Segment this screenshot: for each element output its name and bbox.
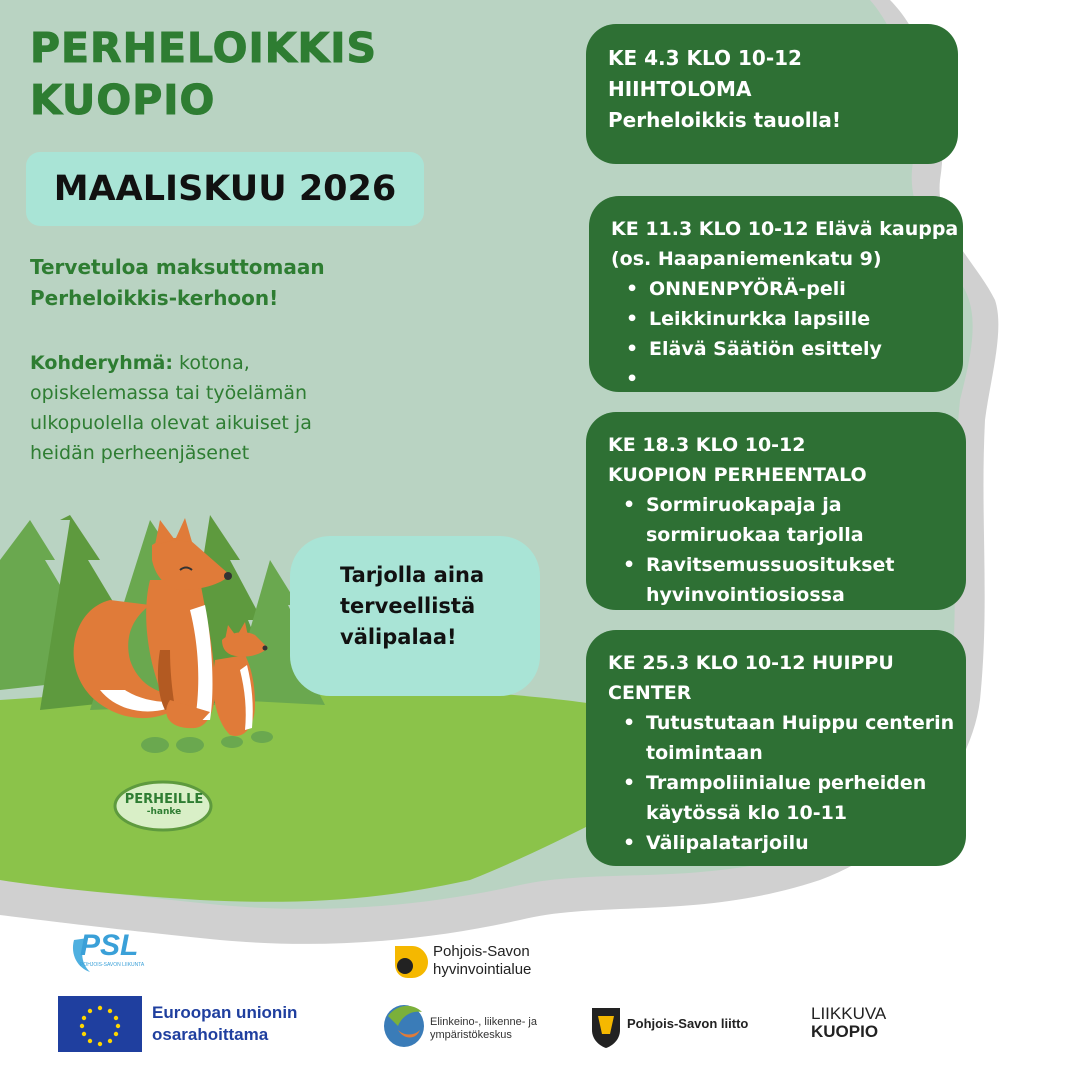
list-item: • ONNENPYÖRÄ-peli xyxy=(626,274,963,304)
welcome-text xyxy=(30,252,410,314)
psl-label: PSL xyxy=(80,929,139,962)
ely-line-1: Elinkeino-, liikenne- ja xyxy=(430,1016,537,1028)
bubble-line-1: Tarjolla aina xyxy=(340,563,485,587)
welcome-line-2: Perheloikkis-kerhoon! xyxy=(30,286,279,310)
liitto-shield xyxy=(592,1008,620,1048)
event-2-address: (os. Haapaniemenkatu 9) xyxy=(611,248,882,270)
event-1-date: KE 4.3 KLO 10-12 xyxy=(608,46,802,70)
liikkuva-kuopio-logo xyxy=(811,1005,886,1041)
event-card-2 xyxy=(589,196,963,392)
target-text: kotona, opiskelemassa tai työelämän ulkopuolella olevat aikuiset ja heidän perheenjäsenet xyxy=(30,352,312,464)
month-banner xyxy=(26,152,424,226)
event-card-3 xyxy=(586,412,966,610)
event-3-date: KE 18.3 KLO 10-12 xyxy=(608,434,806,456)
liitto-logo xyxy=(627,1016,748,1032)
perheille-top: PERHEILLE xyxy=(124,792,204,807)
page-title xyxy=(30,22,390,126)
eu-line-1: Euroopan unionin xyxy=(152,1003,298,1022)
event-2-bullets xyxy=(611,274,963,392)
event-2-date: KE 11.3 KLO 10-12 Elävä kauppa xyxy=(611,218,959,240)
list-item: • Elävä Säätiön esittely xyxy=(626,334,963,364)
liikkuva-line-2: KUOPIO xyxy=(811,1022,879,1041)
psl-subtitle: POHJOIS-SAVON LIIKUNTA xyxy=(80,962,145,968)
target-group xyxy=(30,348,360,468)
bubble-line-2: terveellistä xyxy=(340,594,476,618)
hyvinvointialue-line-2: hyvinvointialue xyxy=(433,961,532,978)
event-4-place: CENTER xyxy=(608,682,692,704)
list-item: • Sormiruokapaja ja sormiruokaa tarjolla xyxy=(623,490,866,550)
perheille-logo xyxy=(118,792,210,817)
bubble-line-3: välipalaa! xyxy=(340,625,457,649)
liikkuva-line-1: LIIKKUVA xyxy=(811,1004,887,1023)
title-line-2: KUOPIO xyxy=(30,76,216,124)
ely-logo xyxy=(430,1016,537,1042)
event-4-date: KE 25.3 KLO 10-12 HUIPPU xyxy=(608,652,894,674)
event-3-place: KUOPION PERHEENTALO xyxy=(608,464,867,486)
eu-logo xyxy=(152,1002,297,1046)
hyvinvointialue-line-1: Pohjois-Savon xyxy=(433,943,530,960)
event-3-bullets xyxy=(608,490,966,610)
list-item: • Välipalatarjoilu xyxy=(623,828,966,858)
target-label: Kohderyhmä: xyxy=(30,352,173,374)
title-line-1: PERHELOIKKIS xyxy=(30,24,378,72)
eu-flag-shape xyxy=(58,996,142,1052)
eu-line-2: osarahoittama xyxy=(152,1025,269,1044)
event-1-note: Perheloikkis tauolla! xyxy=(608,108,842,132)
list-item: • Trampoliinialue perheiden käytössä klo 10-11 xyxy=(623,768,946,828)
list-item: • Ravitsemussuositukset hyvinvointiosiossa xyxy=(623,550,936,610)
hyvinvointialue-mark xyxy=(395,946,428,978)
list-item: • Leikkinurkka lapsille xyxy=(626,304,963,334)
perheille-bottom: -hanke xyxy=(146,807,182,817)
month-label: MAALISKUU 2026 xyxy=(53,169,397,209)
list-item xyxy=(626,364,963,392)
event-1-place: HIIHTOLOMA xyxy=(608,77,752,101)
welcome-line-1: Tervetuloa maksuttomaan xyxy=(30,255,325,279)
event-card-1 xyxy=(586,24,958,164)
liitto-label: Pohjois-Savon liitto xyxy=(627,1016,749,1031)
ely-line-2: ympäristökeskus xyxy=(430,1029,512,1041)
psl-logo xyxy=(80,930,150,969)
event-card-4 xyxy=(586,630,966,866)
hyvinvointialue-logo xyxy=(433,943,531,979)
bubble-text xyxy=(340,560,520,653)
list-item: • Tutustutaan Huippu centerin toimintaan xyxy=(623,708,966,768)
event-4-bullets xyxy=(608,708,966,858)
ely-mark xyxy=(384,1005,424,1047)
